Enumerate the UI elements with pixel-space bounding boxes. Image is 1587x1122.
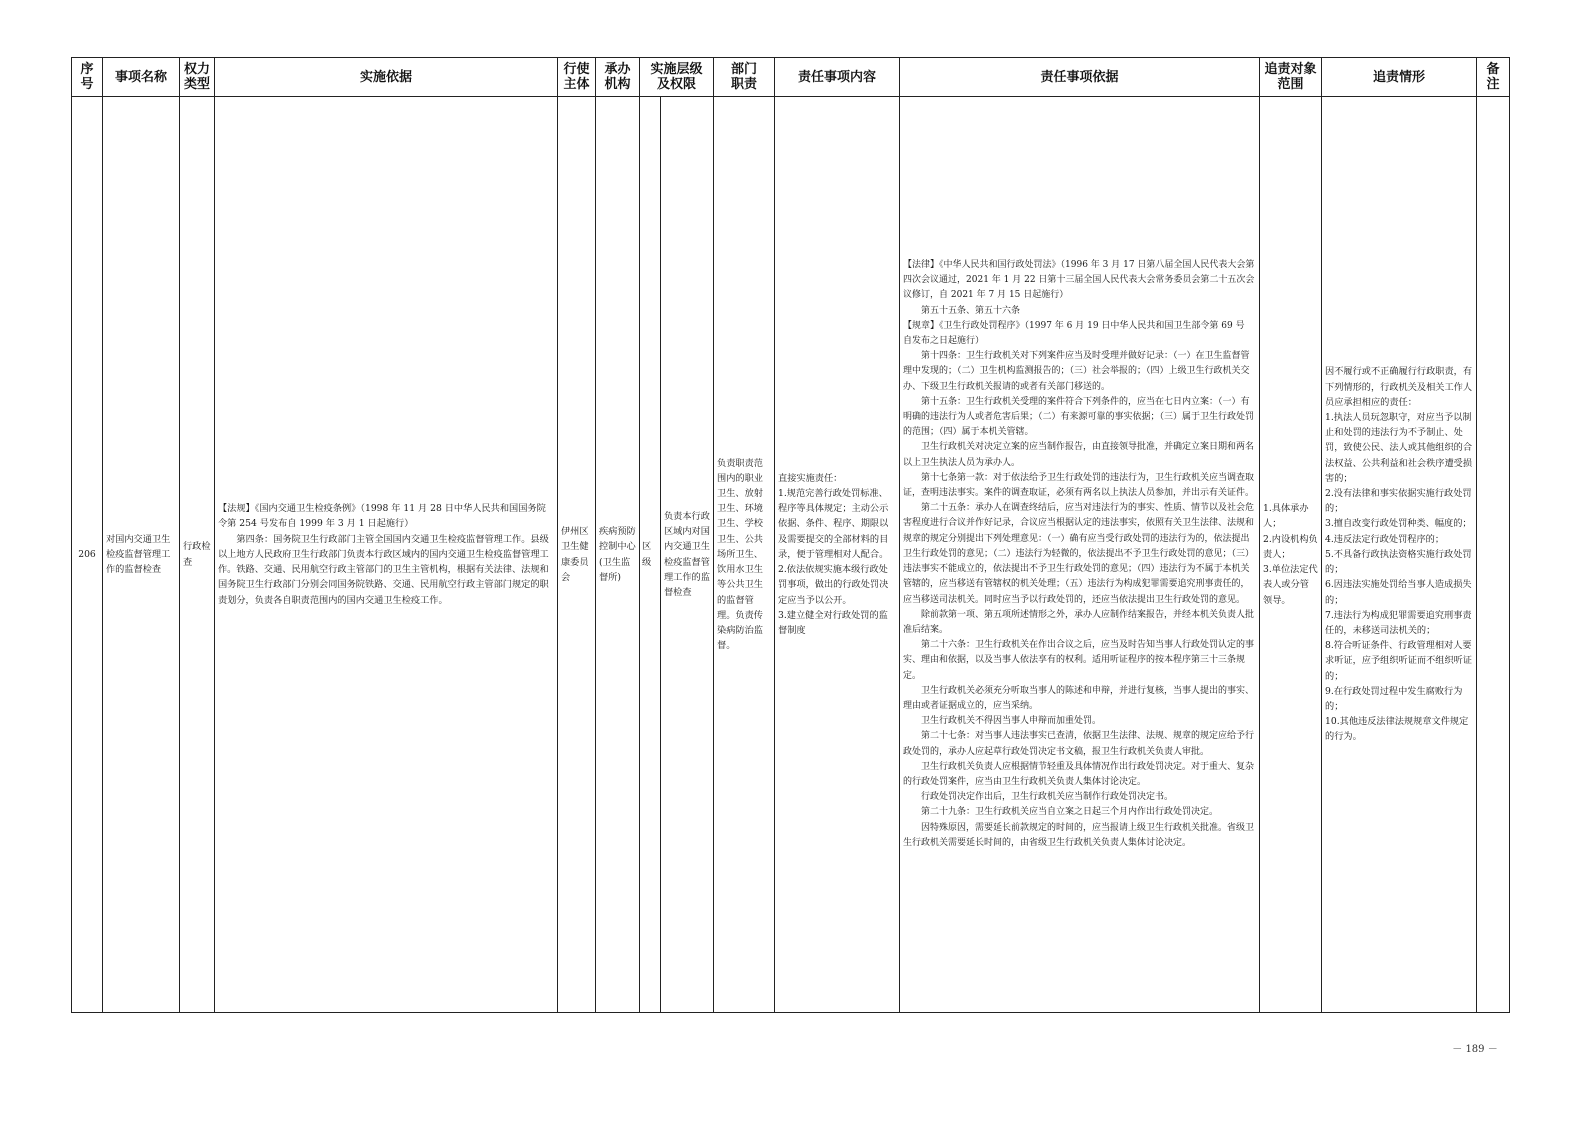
accountability-line: 10.其他违反法律法规规章文件规定的行为。	[1325, 716, 1469, 743]
accountability-line: 5.不具备行政执法资格实施行政处罚的；	[1325, 548, 1472, 576]
header-org: 承办 机构	[596, 58, 640, 97]
name-text: 对国内交通卫生检疫监督管理工作的监督检查	[106, 533, 171, 576]
accountability-line: 9.在行政处罚过程中发生腐败行为的；	[1325, 685, 1463, 712]
cell-level-mark	[640, 97, 661, 1013]
level-mark-text: 区级	[642, 541, 652, 568]
header-remark: 备 注	[1477, 58, 1510, 97]
resp-basis-paragraph: 第二十七条：对当事人违法事实已查清，依据卫生法律、法规、规章的规定应给予行政处罚的，承办人应起草行政处罚决定书文稿，报卫生行政机关负责人审批。	[903, 731, 1255, 757]
resp-content-line: 直接实施责任：	[778, 472, 843, 484]
resp-basis-paragraph: 【法律】《中华人民共和国行政处罚法》（1996 年 3 月 17 日第八届全国人民代表大会第四次会议通过，2021 年 1 月 22 日第十三届全国人民代表大会常务委员会第二十五次会议修订，自 2021 年 7 月 15 日起施行）	[903, 260, 1255, 301]
cell-accountable	[1260, 97, 1322, 1013]
accountability-text	[1322, 364, 1476, 744]
seq-text: 206	[78, 548, 96, 560]
cell-name	[103, 97, 180, 1013]
cell-subject	[558, 97, 596, 1013]
resp-basis-paragraph: 第五十五条、第五十六条	[921, 305, 1021, 316]
power-type-text: 行政检查	[183, 541, 211, 568]
resp-content-line: 2.依法依规实施本级行政处罚事项，做出的行政处罚决定应当予以公开。	[778, 564, 889, 606]
subject-text: 伊州区卫生健康委员会	[561, 526, 589, 583]
resp-basis-paragraph: 第十四条：卫生行政机关对下列案件应当及时受理并做好记录：（一）在卫生监督管理中发现的；（二）卫生机构监测报告的；（三）社会举报的；（四）上级卫生行政机关交办、下级卫生行政机关报请的或者有关部门移送的。	[903, 351, 1250, 392]
header-basis: 实施依据	[215, 58, 558, 97]
cell-seq	[72, 97, 103, 1013]
org-text: 疾病预防控制中心(卫生监督所)	[599, 526, 636, 583]
accountability-line: 2.没有法律和事实依据实施行政处罚的；	[1325, 488, 1472, 515]
accountable-line: 1.具体承办人；	[1263, 503, 1309, 530]
resp-basis-paragraph: 因特殊原因，需要延长前款规定的时间的，应当报请上级卫生行政机关批准。省级卫生行政机关需要延长时间的，由省级卫生行政机关负责人集体讨论决定。	[903, 822, 1255, 848]
basis-text	[215, 501, 557, 607]
accountable-text	[1260, 501, 1321, 607]
accountability-line: 因不履行或不正确履行行政职责，有下列情形的，行政机关及相关工作人员应承担相应的责任：	[1325, 366, 1473, 408]
cell-level-desc	[661, 97, 714, 1013]
resp-content-line: 3.建立健全对行政处罚的监督制度	[778, 609, 888, 636]
cell-power-type	[180, 97, 215, 1013]
header-level: 实施层级 及权限	[640, 58, 714, 97]
header-accountability: 追责情形	[1322, 58, 1477, 97]
accountability-line: 7.违法行为构成犯罪需要追究刑事责任的，未移送司法机关的；	[1325, 609, 1472, 636]
cell-org	[596, 97, 640, 1013]
accountability-line: 6.因违法实施处罚给当事人造成损失的；	[1325, 579, 1472, 606]
cell-basis	[215, 97, 558, 1013]
resp-basis-paragraph: 第二十六条：卫生行政机关在作出合议之后，应当及时告知当事人行政处罚认定的事实、理由和依据，以及当事人依法享有的权利。适用听证程序的按本程序第三十三条规定。	[903, 640, 1255, 681]
header-resp-basis: 责任事项依据	[900, 58, 1260, 97]
header-accountable: 追责对象 范围	[1260, 58, 1322, 97]
header-duty: 部门 职责	[714, 58, 775, 97]
resp-basis-paragraph: 除前款第一项、第五项所述情形之外，承办人应制作结案报告，并经本机关负责人批准后结案。	[903, 609, 1255, 635]
header-power-type: 权力 类型	[180, 58, 215, 97]
basis-paragraph: 第四条：国务院卫生行政部门主管全国国内交通卫生检疫监督管理工作。县级以上地方人民政府卫生行政部门负责本行政区域内的国内交通卫生检疫监督管理工作。铁路、交通、民用航空行政主管部门的卫生主管机构，根据有关法律、法规和国务院卫生行政部门分别会同国务院铁路、交通、民用航空行政主管部门规定的职责划分，负责各自职责范围内的国内交通卫生检疫工作。	[218, 533, 549, 606]
table-row	[72, 97, 1510, 1013]
header-row	[72, 58, 1510, 97]
resp-basis-paragraph: 【规章】《卫生行政处罚程序》（1997 年 6 月 19 日中华人民共和国卫生部令第 69 号 自发布之日起施行）	[903, 320, 1245, 347]
resp-basis-paragraph: 第二十九条：卫生行政机关应当自立案之日起三个月内作出行政处罚决定。	[921, 807, 1219, 818]
resp-basis-paragraph: 第十七条第一款：对于依法给予卫生行政处罚的违法行为，卫生行政机关应当调查取证，查明违法事实。案件的调查取证，必须有两名以上执法人员参加，并出示有关证件。	[903, 472, 1255, 499]
cell-remark	[1477, 97, 1510, 1013]
header-name: 事项名称	[103, 58, 180, 97]
level-desc-text: 负责本行政区域内对国内交通卫生检疫监督管理工作的监督检查	[664, 510, 710, 598]
cell-resp-content	[775, 97, 900, 1013]
cell-duty	[714, 97, 775, 1013]
header-subject: 行使 主体	[558, 58, 596, 97]
power-list-table	[71, 57, 1510, 1013]
resp-basis-paragraph: 第二十五条：承办人在调查终结后，应当对违法行为的事实、性质、情节以及社会危害程度进行合议并作好记录，合议应当根据认定的违法事实，依照有关卫生法律、法规和规章的规定分别提出下列处理意见：（一）确有应当受行政处罚的违法行为的，依法提出卫生行政处罚的意见；（二）违法行为轻微的，依法提出不予卫生行政处罚的意见；（三）违法事实不能成立的，依法提出不予卫生行政处罚的意见；（四）违法行为不属于本机关管辖的，应当移送有管辖权的机关处理；（五）违法行为构成犯罪需要追究刑事责任的，应当移送司法机关。同时应当予以行政处罚的，还应当依法提出卫生行政处罚的意见。	[903, 503, 1255, 605]
resp-basis-paragraph: 行政处罚决定作出后，卫生行政机关应当制作行政处罚决定书。	[921, 792, 1174, 803]
cell-accountability	[1322, 97, 1477, 1013]
accountability-line: 8.符合听证条件、行政管理相对人要求听证，应予组织听证而不组织听证的；	[1325, 640, 1473, 682]
basis-paragraph: 【法规】《国内交通卫生检疫条例》（1998 年 11 月 28 日中华人民共和国国务院令第 254 号发布自 1999 年 3 月 1 日起施行）	[218, 503, 546, 530]
page-number: － 189 －	[1452, 1044, 1498, 1055]
resp-basis-paragraph: 卫生行政机关负责人应根据情节轻重及具体情况作出行政处罚决定。对于重大、复杂的行政处罚案件，应当由卫生行政机关负责人集体讨论决定。	[903, 761, 1255, 787]
accountable-line: 3.单位法定代表人或分管领导。	[1263, 564, 1318, 606]
header-seq: 序 号	[72, 58, 103, 97]
accountability-line: 1.执法人员玩忽职守，对应当予以制止和处罚的违法行为不予制止、处罚，致使公民、法人或其他组织的合法权益、公共利益和社会秩序遭受损害的；	[1325, 412, 1473, 484]
resp-basis-paragraph: 第十五条：卫生行政机关受理的案件符合下列条件的，应当在七日内立案：（一）有明确的违法行为人或者危害后果；（二）有来源可靠的事实依据；（三）属于卫生行政处罚的范围；（四）属于本机关管辖。	[903, 396, 1255, 438]
resp-basis-text	[900, 258, 1259, 851]
resp-basis-paragraph: 卫生行政机关不得因当事人申辩而加重处罚。	[921, 716, 1102, 727]
cell-resp-basis	[900, 97, 1260, 1013]
header-resp-content: 责任事项内容	[775, 58, 900, 97]
resp-content-line: 1.规范完善行政处罚标准、程序等具体规定；主动公示依据、条件、程序、期限以及需要提交的全部材料的目录，便于管理相对人配合。	[778, 488, 889, 560]
duty-text: 负责职责范围内的职业卫生、放射卫生、环境卫生、学校卫生、公共场所卫生、饮用水卫生等公共卫生的监督管理。负责传染病防治监督。	[717, 457, 763, 652]
resp-content-text	[775, 471, 899, 638]
accountability-line: 4.违反法定行政处罚程序的；	[1325, 533, 1445, 545]
accountable-line: 2.内设机构负责人；	[1263, 533, 1318, 560]
resp-basis-paragraph: 卫生行政机关必须充分听取当事人的陈述和申辩，并进行复核，当事人提出的事实、理由或者证据成立的，应当采纳。	[903, 685, 1255, 711]
resp-basis-paragraph: 卫生行政机关对决定立案的应当制作报告，由直接领导批准，并确定立案日期和两名以上卫生执法人员为承办人。	[903, 442, 1255, 468]
accountability-line: 3.擅自改变行政处罚种类、幅度的；	[1325, 518, 1472, 530]
